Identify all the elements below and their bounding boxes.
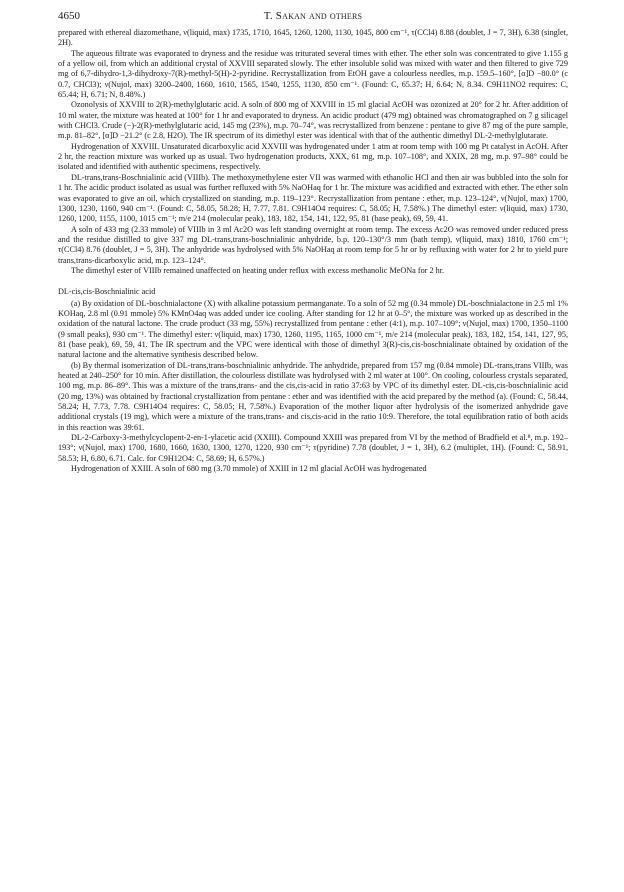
article-body [58, 28, 568, 474]
section-heading: DL-cis,cis-Boschnialinic acid [58, 287, 156, 297]
paragraph: (b) By thermal isomerization of DL-trans,trans-boschnialinic anhydride. The anhydride, prepared from 157 mg (0.84 mmole) DL-trans,trans VIIIb, was heated at 240–250° for 10 min. After distillation, the colourless distillate was hydrolysed with 2 ml water at 100°. On cooling, colourless crystals separated, 100 mg, m.p. 86–89°. This was a mixture of the trans,trans- and the cis,cis-acid in ratio 37:63 by VPC of its dimethyl ester. DL-cis,cis-boschnialinic acid (20 mg, 13%) was obtained by fractional crystallization from pentane : ether and was identified with the acid prepared by the method (a). (Found: C, 58.44, 58.24; H, 7.73, 7.78. C9H14O4 requires: C, 58.05; H, 7.58%.) Evaporation of the mother liquor after hydrolysis of the isomerized anhydride gave additional crystals (19 mg), which were a mixture of the trans,trans- and cis,cis-acid in the ratio 10:9. Therefore, the total equilibration ratio of both acids in this reaction was 39:61. [58, 360, 568, 432]
paragraph: (a) By oxidation of DL-boschnialactone (X) with alkaline potassium permanganate. To a soln of 52 mg (0.34 mmole) DL-boschnialactone in 2.5 ml 1% KOHaq, 2.8 ml (0.91 mmole) 5% KMnO4aq was added under ice cooling. After standing for 12 hr at 0–5°, the mixture was worked up as described in the oxidation of the natural lactone. The crude product (33 mg, 55%) recrystallized from pentane : ether (4:1), m.p. 107–109°; ν(Nujol, max) 1700, 1350–1100 (9 small peaks), 930 cm⁻¹. The dimethyl ester: ν(liquid, max) 1730, 1260, 1195, 1165, 1000 cm⁻¹, m/e 214 (molecular peak), 183, 182, 154, 141, 127, 95, 81 (base peak), 69, 59, 41. The IR spectrum and the VPC were identical with those of dimethyl 3(R)-cis,cis-boschnialinate obtained by oxidation of the natural lactone and the alternative synthesis described below. [58, 298, 568, 360]
paragraph: A soln of 433 mg (2.33 mmole) of VIIIb in 3 ml Ac2O was left standing overnight at room temp. The excess Ac2O was removed under reduced press and the residue distilled to give 337 mg DL-trans,trans-boschnialinic anhydride, b.p. 120–130°/3 mm (bath temp), ν(liquid, max) 1810, 1760 cm⁻¹; τ(CCl4) 8.76 (doublet, J = 5, 3H). The anhydride was hydrolysed with 5% NaOHaq at room temp for 5 hr or by refluxing with water for 2 hr to yield pure trans,trans-dicarboxylic acid, m.p. 123–124°. [58, 224, 568, 265]
paragraph: The dimethyl ester of VIIIb remained unaffected on heating under reflux with excess methanolic MeONa for 2 hr. [71, 265, 445, 275]
paragraph: Hydrogenation of XXIII. A soln of 680 mg (3.70 mmole) of XXIII in 12 ml glacial AcOH was hydrogenated [71, 464, 427, 474]
paragraph: DL-trans,trans-Boschnialinic acid (VIIIb). The methoxymethylene ester VII was warmed with ethanolic HCl and then air was bubbled into the soln for 1 hr. The acidic product isolated as usual was further refluxed with 5% NaOHaq for 1 hr. The mixture was acidified and extracted with ether. The ether soln was evaporated to give an oil, which crystallized on standing, m.p. 119–123°. Recrystallization from pentane : ether, m.p. 123–124°, ν(Nujol, max) 1700, 1300, 1230, 1160, 940 cm⁻¹. (Found: C, 58.05, 58.28; H, 7.77, 7.81. C9H14O4 requires: C, 58.05; H, 7.58%.) The dimethyl ester: ν(liquid, max) 1730, 1260, 1200, 1155, 1100, 1015 cm⁻¹; m/e 214 (molecular peak), 183, 182, 154, 141, 122, 95, 81 (base peak), 69, 59, 41. [58, 172, 568, 224]
paragraph: DL-2-Carboxy-3-methylcyclopent-2-en-1-ylacetic acid (XXIII). Compound XXIII was prepared from VI by the method of Bradfield et al.⁸, m.p. 192–193°; ν(Nujol, max) 1700, 1680, 1660, 1630, 1300, 1270, 1220, 930 cm⁻¹; τ(pyridine) 7.78 (doublet, J = 1, 3H), 6.2 (multiplet, 1H). (Found: C, 58.91, 58.53; H, 6.80, 6.71. Calc. for C9H12O4: C, 58.69; H, 6.57%.) [58, 433, 568, 463]
paragraph: prepared with ethereal diazomethane, ν(liquid, max) 1735, 1710, 1645, 1260, 1200, 1130, 1045, 800 cm⁻¹, τ(CCl4) 8.88 (doublet, J = 7, 3H), 6.38 (singlet, 2H). [58, 28, 568, 48]
paragraph: Ozonolysis of XXVIII to 2(R)-methylglutaric acid. A soln of 800 mg of XXVIII in 15 ml glacial AcOH was ozonized at 20° for 2 hr. After addition of 10 ml water, the mixture was heated at 100° for 1 hr and evaporated to dryness. An acidic product (479 mg) obtained was chromatographed on 7 g silicagel with CHCl3. Crude (−)-2(R)-methylglutaric acid, 145 mg (23%), m.p. 70–74°, was recrystallized from benzene : pentane to give 87 mg of the pure sample, m.p. 81–82°, [α]D −21.2° (c 2.8, H2O). The IR spectrum of its dimethyl ester was identical with that of the authentic dimethyl DL-2-methylglutarate. [58, 100, 568, 141]
page-header [58, 10, 568, 26]
paragraph: The aqueous filtrate was evaporated to dryness and the residue was triturated several times with ether. The ether soln was concentrated to give 1.155 g of a yellow oil, from which an additional crystal of XXVIII separated slowly. The ether insoluble solid was mixed with water and then filtered to give 729 mg of 6,7-dihydro-1,3-dihydroxy-7(R)-methyl-5(H)-2-pyridine. Recrystallization from EtOH gave a colourless needles, m.p. 159.5–160°, [α]D −80.0° (c 0.7, CHCl3); ν(Nujol, max) 3200–2400, 1660, 1610, 1565, 1540, 1255, 1130, 850 cm⁻¹. (Found: C, 65.37; H, 6.64; N, 8.34. C9H11NO2 requires: C, 65.44; H, 6.71; N, 8.48%.) [58, 48, 568, 100]
running-head: T. Sakan and others [263, 10, 363, 22]
paragraph: Hydrogenation of XXVIII. Unsaturated dicarboxylic acid XXVIII was hydrogenated under 1 atm at room temp with 100 mg Pt catalyst in AcOH. After 2 hr, the reaction mixture was worked up as usual. Two hydrogenation products, XXX, 61 mg, m.p. 107–108°, and XXIX, 28 mg, m.p. 97–98° could be isolated and identified with authentic specimens, respectively. [58, 141, 568, 172]
page-number: 4650 [58, 10, 80, 22]
